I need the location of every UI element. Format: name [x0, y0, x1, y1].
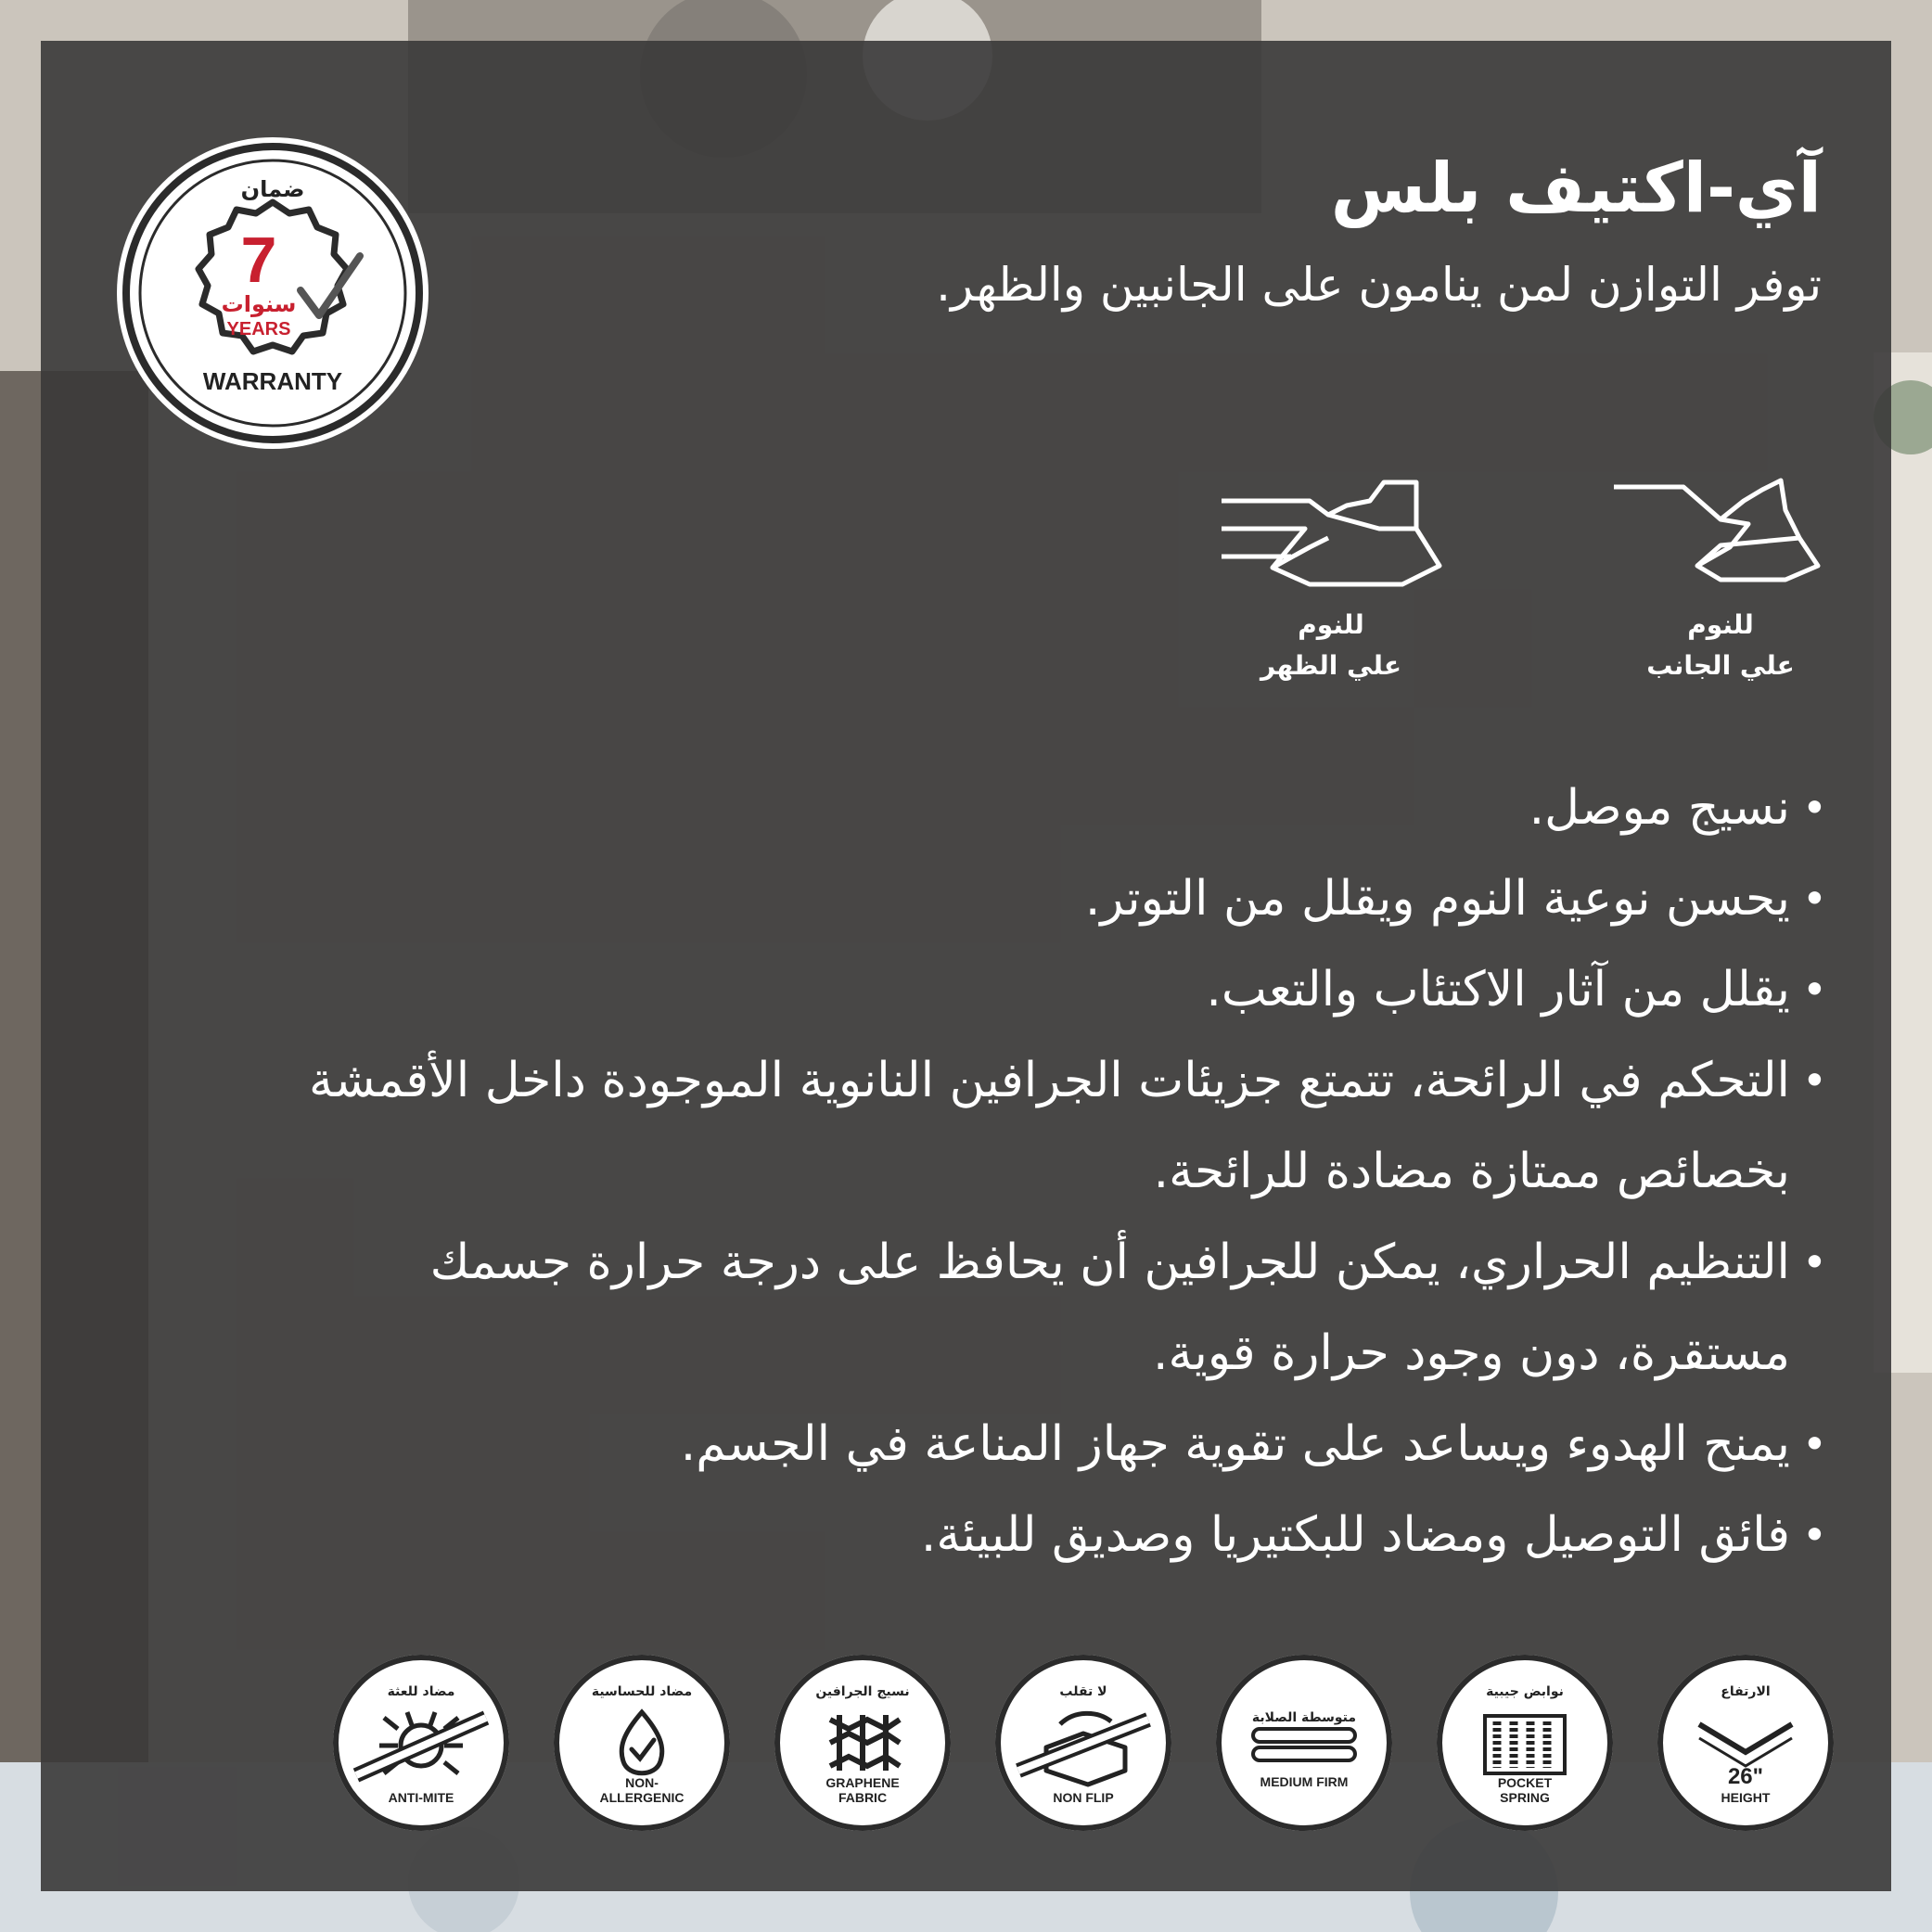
warranty-english-years: YEARS	[226, 319, 291, 339]
warranty-arabic-label: ضمان	[240, 176, 305, 202]
back-sleeper-line2: علي الظهر	[1260, 650, 1401, 681]
badge-english-label: HEIGHT	[1721, 1790, 1771, 1805]
side-sleeper-icon	[1609, 473, 1832, 594]
badge-medium-firm	[1216, 1655, 1392, 1831]
badge-english-label: NON-ALLERGENIC	[599, 1775, 685, 1805]
product-subtitle: توفر التوازن لمن ينامون على الجانبين والظهر.	[936, 258, 1822, 312]
badge-height	[1657, 1655, 1834, 1831]
badge-english-label: GRAPHENE FABRIC	[825, 1775, 900, 1805]
list-item: • يحسن نوعية النوم ويقلل من التوتر.	[297, 853, 1827, 944]
back-sleeper-line1: للنوم	[1298, 609, 1364, 640]
badge-english-label: POCKET SPRING	[1497, 1775, 1553, 1805]
badge-pocket-spring	[1437, 1655, 1613, 1831]
list-item: • فائق التوصيل ومضاد للبكتيريا وصديق للبيئة.	[297, 1490, 1827, 1580]
badge-non-flip	[995, 1655, 1171, 1831]
badge-graphene-fabric	[774, 1655, 951, 1831]
warranty-years-number: 7	[240, 224, 277, 296]
badge-arabic-label: مضاد للحساسية	[591, 1684, 693, 1699]
badge-arabic-label: نوابض جيبية	[1486, 1684, 1564, 1699]
warranty-badge	[117, 137, 429, 449]
badge-non-allergenic	[554, 1655, 730, 1831]
list-item: • يمنح الهدوء ويساعد على تقوية جهاز المناعة في الجسم.	[297, 1399, 1827, 1490]
badge-english-label: NON FLIP	[1053, 1790, 1114, 1805]
badge-english-label: ANTI-MITE	[388, 1790, 454, 1805]
badge-arabic-label: لا تقلب	[1059, 1684, 1107, 1699]
side-sleeper-label	[1619, 605, 1823, 686]
badge-arabic-label: متوسطة الصلابة	[1251, 1710, 1357, 1725]
badge-arabic-label: نسيج الجرافين	[815, 1684, 910, 1699]
badge-english-label: MEDIUM FIRM	[1260, 1774, 1349, 1789]
medium-firm-icon	[1216, 1655, 1392, 1831]
back-sleeper-icon	[1217, 473, 1449, 594]
side-sleeper-line2: علي الجانب	[1646, 650, 1795, 681]
list-item: • التنظيم الحراري، يمكن للجرافين أن يحافظ على درجة حرارة جسمك مستقرة، دون وجود حرارة قوية.	[297, 1217, 1827, 1399]
back-sleeper-label	[1229, 605, 1433, 686]
list-item: • التحكم في الرائحة، تتمتع جزيئات الجرافين النانوية الموجودة داخل الأقمشة بخصائص ممتازة مضادة للرائحة.	[297, 1035, 1827, 1217]
side-sleeper-line1: للنوم	[1687, 609, 1754, 640]
badge-arabic-label: الارتفاع	[1721, 1684, 1771, 1699]
list-item: • نسيج موصل.	[297, 762, 1827, 853]
badge-anti-mite	[333, 1655, 509, 1831]
product-title: آي-اكتيف بلس	[1330, 148, 1822, 228]
badge-arabic-label: مضاد للعثة	[387, 1684, 455, 1699]
warranty-arabic-years: سنوات	[221, 291, 297, 317]
height-value: 26"	[1727, 1764, 1764, 1789]
list-item: • يقلل من آثار الاكتئاب والتعب.	[297, 944, 1827, 1035]
features-list	[297, 762, 1827, 1580]
warranty-english-label: WARRANTY	[202, 367, 343, 395]
